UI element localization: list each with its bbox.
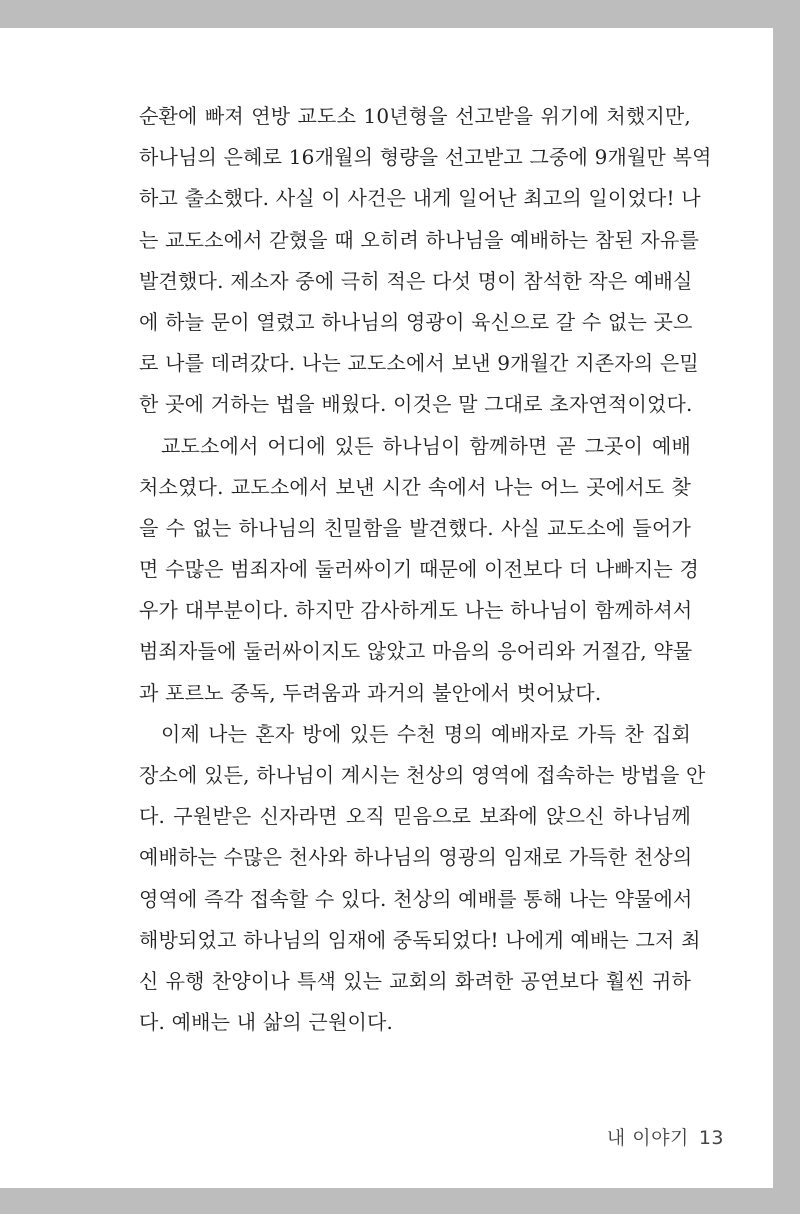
page-footer	[607, 1123, 724, 1150]
paragraph	[139, 96, 712, 426]
chapter-title: 내 이야기	[606, 1127, 689, 1149]
paragraph	[139, 426, 699, 714]
text-line: 과 포르노 중독, 두려움과 과거의 불안에서 벗어났다.	[139, 680, 602, 705]
text-line: 이제 나는 혼자 방에 있든 수천 명의 예배자로 가득 찬 집회	[161, 721, 691, 746]
text-line: 로 나를 데려갔다. 나는 교도소에서 보낸 9개월간 지존자의 은밀	[139, 351, 699, 376]
text-line: 다. 예배는 내 삶의 근원이다.	[139, 1010, 394, 1035]
text-line: 는 교도소에서 갇혔을 때 오히려 하나님을 예배하는 참된 자유를	[139, 227, 699, 252]
text-line: 교도소에서 어디에 있든 하나님이 함께하면 곧 그곳이 예배	[161, 433, 691, 458]
text-line: 처소였다. 교도소에서 보낸 시간 속에서 나는 어느 곳에서도 찾	[139, 474, 691, 499]
text-line: 하고 출소했다. 사실 이 사건은 내게 일어난 최고의 일이었다! 나	[139, 186, 701, 211]
text-line: 장소에 있든, 하나님이 계시는 천상의 영역에 접속하는 방법을 안	[139, 763, 706, 787]
right-margin-bar	[773, 0, 800, 1214]
text-line: 면 수많은 범죄자에 둘러싸이기 때문에 이전보다 더 나빠지는 경	[139, 557, 699, 582]
text-line: 범죄자들에 둘러싸이지도 않았고 마음의 응어리와 거절감, 약물	[139, 639, 693, 664]
text-line: 해방되었고 하나님의 임재에 중독되었다! 나에게 예배는 그저 최	[139, 927, 701, 952]
text-line: 을 수 없는 하나님의 친밀함을 발견했다. 사실 교도소에 들어가	[139, 515, 691, 540]
text-line: 발견했다. 제소자 중에 극히 적은 다섯 명이 참석한 작은 예배실	[139, 268, 693, 293]
top-margin-bar	[0, 0, 800, 28]
body-text	[139, 96, 712, 1043]
text-line: 우가 대부분이다. 하지만 감사하게도 나는 하나님이 함께하셔서	[139, 598, 693, 623]
paragraph	[139, 714, 706, 1044]
text-line: 하나님의 은혜로 16개월의 형량을 선고받고 그중에 9개월만 복역	[139, 145, 712, 170]
text-line: 한 곳에 거하는 법을 배웠다. 이것은 말 그대로 초자연적이었다.	[139, 392, 693, 417]
text-line: 다. 구원받은 신자라면 오직 믿음으로 보좌에 앉으신 하나님께	[139, 804, 691, 829]
text-line: 영역에 즉각 접속할 수 있다. 천상의 예배를 통해 나는 약물에서	[139, 886, 693, 911]
text-line: 에 하늘 문이 열렸고 하나님의 영광이 육신으로 갈 수 없는 곳으	[139, 309, 693, 334]
text-line: 순환에 빠져 연방 교도소 10년형을 선고받을 위기에 처했지만,	[139, 104, 691, 128]
text-line: 신 유행 찬양이나 특색 있는 교회의 화려한 공연보다 훨씬 귀하	[139, 968, 691, 993]
bottom-margin-bar	[0, 1188, 800, 1214]
text-line: 예배하는 수많은 천사와 하나님의 영광의 임재로 가득한 천상의	[139, 845, 693, 870]
page-number: 13	[698, 1127, 724, 1149]
